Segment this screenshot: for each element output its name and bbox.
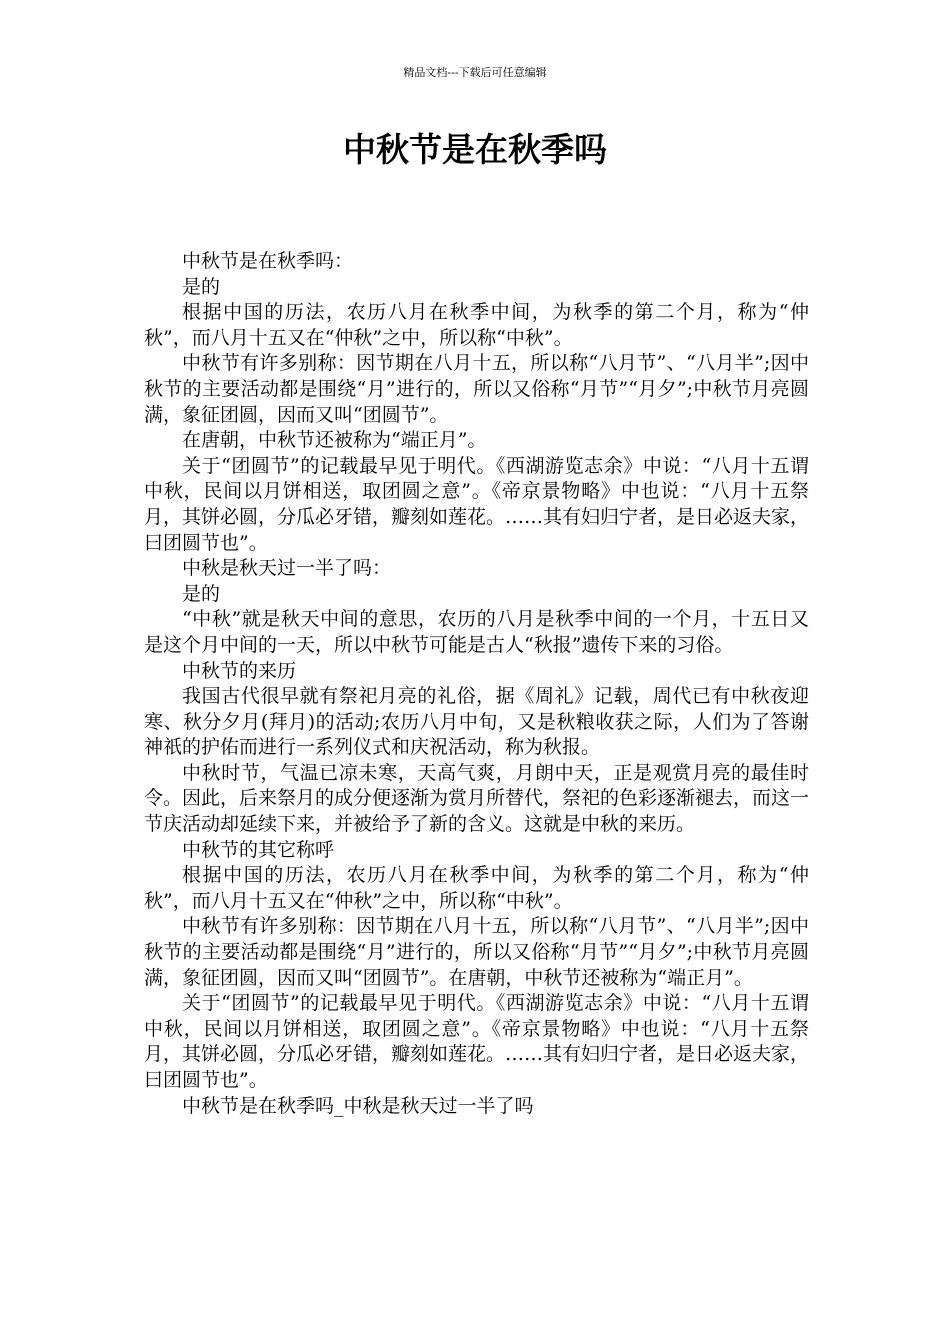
paragraph: “中秋”就是秋天中间的意思，农历的八月是秋季中间的一个月，十五日又是这个月中间的一天，所以中秋节可能是古人“秋报”遗传下来的习俗。 [144,608,809,656]
paragraph: 根据中国的历法，农历八月在秋季中间，为秋季的第二个月，称为“仲秋”，而八月十五又在“仲秋”之中，所以称“中秋”。 [144,301,809,349]
paragraph: 中秋节是在秋季吗： [182,250,354,272]
paragraph: 在唐朝，中秋节还被称为“端正月”。 [182,429,487,452]
paragraph: 中秋节有许多别称：因节期在八月十五，所以称“八月节”、“八月半”;因中秋节的主要活动都是围绕“月”进行的，所以又俗称“月节”“月夕”;中秋节月亮圆满，象征团圆，因而又叫“团圆节”。在唐朝，中秋节还被称为“端正月”。 [144,915,809,989]
paragraph: 我国古代很早就有祭祀月亮的礼俗，据《周礼》记载，周代已有中秋夜迎寒、秋分夕月(拜月)的活动;农历八月中旬，又是秋粮收获之际，人们为了答谢神祇的护佑而进行一系列仪式和庆祝活动，称为秋报。 [144,685,809,759]
document-title: 中秋节是在秋季吗 [343,130,607,169]
header-note: 精品文档---下载后可任意编辑 [403,66,547,79]
section-heading: 中秋节的来历 [182,659,297,682]
paragraph: 是的 [182,275,221,298]
paragraph: 关于“团圆节”的记载最早见于明代。《西湖游览志余》中说：“八月十五谓中秋，民间以月饼相送，取团圆之意”。《帝京景物略》中也说：“八月十五祭月，其饼必圆，分瓜必牙错，瓣刻如莲花。……其有妇归宁者，是日必返夫家，曰团圆节也”。 [144,992,810,1091]
paragraph: 根据中国的历法，农历八月在秋季中间，为秋季的第二个月，称为“仲秋”，而八月十五又在“仲秋”之中，所以称“中秋”。 [144,864,809,912]
paragraph: 关于“团圆节”的记载最早见于明代。《西湖游览志余》中说：“八月十五谓中秋，民间以月饼相送，取团圆之意”。《帝京景物略》中也说：“八月十五祭月，其饼必圆，分瓜必牙错，瓣刻如莲花。……其有妇归宁者，是日必返夫家，曰团圆节也”。 [144,454,810,554]
section-heading: 中秋节的其它称呼 [182,838,335,861]
paragraph: 中秋是秋天过一半了吗： [182,557,392,580]
paragraph: 是的 [182,582,221,605]
closing-line: 中秋节是在秋季吗_中秋是秋天过一半了吗 [182,1094,534,1117]
paragraph: 中秋节有许多别称：因节期在八月十五，所以称“八月节”、“八月半”;因中秋节的主要活动都是围绕“月”进行的，所以又俗称“月节”“月夕”;中秋节月亮圆满，象征团圆，因而又叫“团圆节”。 [144,352,809,426]
paragraph: 中秋时节，气温已凉未寒，天高气爽，月朗中天，正是观赏月亮的最佳时令。因此，后来祭月的成分便逐渐为赏月所替代，祭祀的色彩逐渐褪去，而这一节庆活动却延续下来，并被给予了新的含义。这就是中秋的来历。 [144,761,810,836]
document-body [144,249,809,1119]
